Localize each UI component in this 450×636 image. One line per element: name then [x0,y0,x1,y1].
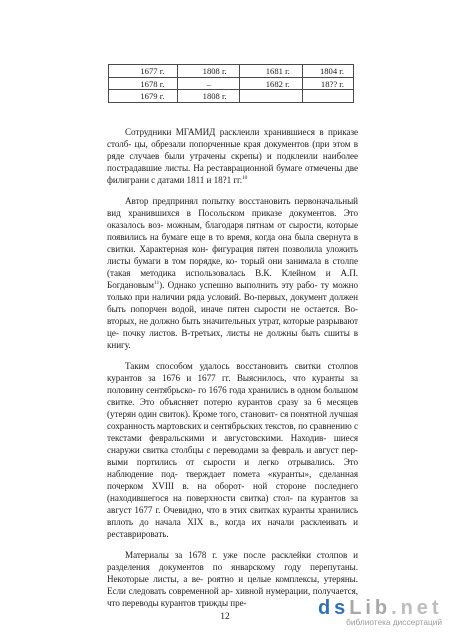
text-line: можным, благодаря пятнам от сырости, которые появились на бумаге [107,220,359,242]
text-line: го 1676 года хранились в одном большом свитке. Это объясняет потерю [107,385,359,407]
table-cell: 1682 г. [239,77,302,90]
table-row [109,65,354,78]
footnote-ref[interactable]: 11 [153,280,160,286]
text-line: хранились вплоть до начала XIX в., когда их начали расклеивать и [107,505,358,527]
text-line: документов по январскому году перепутаны. Некоторые листы, а ве- [107,562,358,584]
watermark-caption: библиотека диссертаций [346,617,442,627]
table-cell: 1677 г. [109,65,178,78]
table-row [109,77,354,90]
text-line: Таким способом удалось восстановить свитки столпов курантов [107,361,358,383]
text-line: реставрировать. [107,529,169,539]
table-cell [239,90,302,103]
text-line: шиеся снаружи свитка столбцы с переводами за февраль и август пер- [107,433,358,455]
table-cell: 1681 г. [239,65,302,78]
text-line: почку листов. В-третьих, листы не должны быть сшиты в книгу. [107,328,359,350]
text-line: еще в то время, когда она была свернута в свитки. Характерная кон- [107,232,358,254]
text-line: Материалы за 1678 г. уже после расклейки столпов и разделения [107,550,358,572]
footnote-ref[interactable]: 10 [241,175,248,181]
text-line: 18?1 гг. [213,175,242,185]
table-cell: 1679 г. [109,90,178,103]
text-line: Клейном и А.П. Богдановым [107,268,359,290]
text-line: ). Однако успешно выполнить эту рабо- [159,280,318,290]
body-text [107,126,358,618]
table-cell: 1678 г. [109,77,178,90]
text-line: фигурация пятен позволила уложить листы бумаги в том порядке, ко- [107,244,358,266]
text-line: ся понятной лучшая сохранность мартовских и сентябрьских текстов, [107,409,359,431]
years-table [108,64,354,103]
text-line: были утрачены скрепы) и подклеили наиболее пострадавшие листы. [107,151,358,173]
text-line: Сотрудники МГАМИД расклеили хранившиеся в приказе столб- [107,127,358,149]
text-line: по сравнению с текстами февральскими и августовскими. Находив- [107,421,358,443]
text-line: ной стороне последнего (находившегося на поверхности свитка) стол- [107,481,359,503]
text-line: цы, обрезали попорченные края документов (при этом в ряде случаев [107,139,358,161]
table-cell: – [178,77,239,90]
text-line: ту можно только при наличии ряда условий. Во-первых, документ [107,280,358,302]
paragraph [107,360,358,540]
table-cell: 1808 г. [178,65,239,78]
table-cell [302,90,353,103]
text-line: На реставрационной бумаге отмечены две филиграни с датами 1811 и [107,163,358,185]
text-line: курантов сразу за 6 месяцев (утерян один свиток). Кроме того, становит- [107,397,358,419]
text-line: должен быть попорчен водой, иначе пятен сырости не остается. Во- [107,292,359,314]
text-line: Автор предпринял попытку восстановить первоначальный вид [107,196,358,218]
paragraph [107,195,358,351]
text-line: па курантов за август 1677 г. Очевидно, что в этих свитках куранты [107,493,358,515]
text-line: торый они занимала в столпе (такая методика использовалась В.К. [107,256,358,278]
text-line: за 1676 и 1677 гг. Выяснилось, что куранты за половину сентябрьско- [107,373,359,395]
table-cell: 1808 г. [178,90,239,103]
table-row [109,90,354,103]
watermark[interactable] [318,596,442,630]
text-line: роятно и целые комплексы, утеряны. Если следовать современной ар- [107,574,358,596]
text-line: тверждает помета «куранты», сделанная почерком XVIII в. на оборот- [107,469,358,491]
table-cell: 1804 г. [302,65,353,78]
table-cell: 18?? г. [302,77,353,90]
page-number: 12 [220,612,230,622]
dslib-logo [318,596,442,618]
svg-text:dsLib.net: ds Lib .net [318,597,438,618]
text-line: хранившихся в Посольском приказе документов. Это оказалось воз- [107,208,358,230]
text-line: хивной нумерации, получается, что переводы курантов трижды пре- [107,586,358,608]
text-line: вторых, не должно быть значительных утрат, которые разрывают це- [107,316,358,338]
paragraph [107,126,358,186]
text-line: выми портились от сырости и легко отрывались. Это наблюдение под- [107,457,358,479]
